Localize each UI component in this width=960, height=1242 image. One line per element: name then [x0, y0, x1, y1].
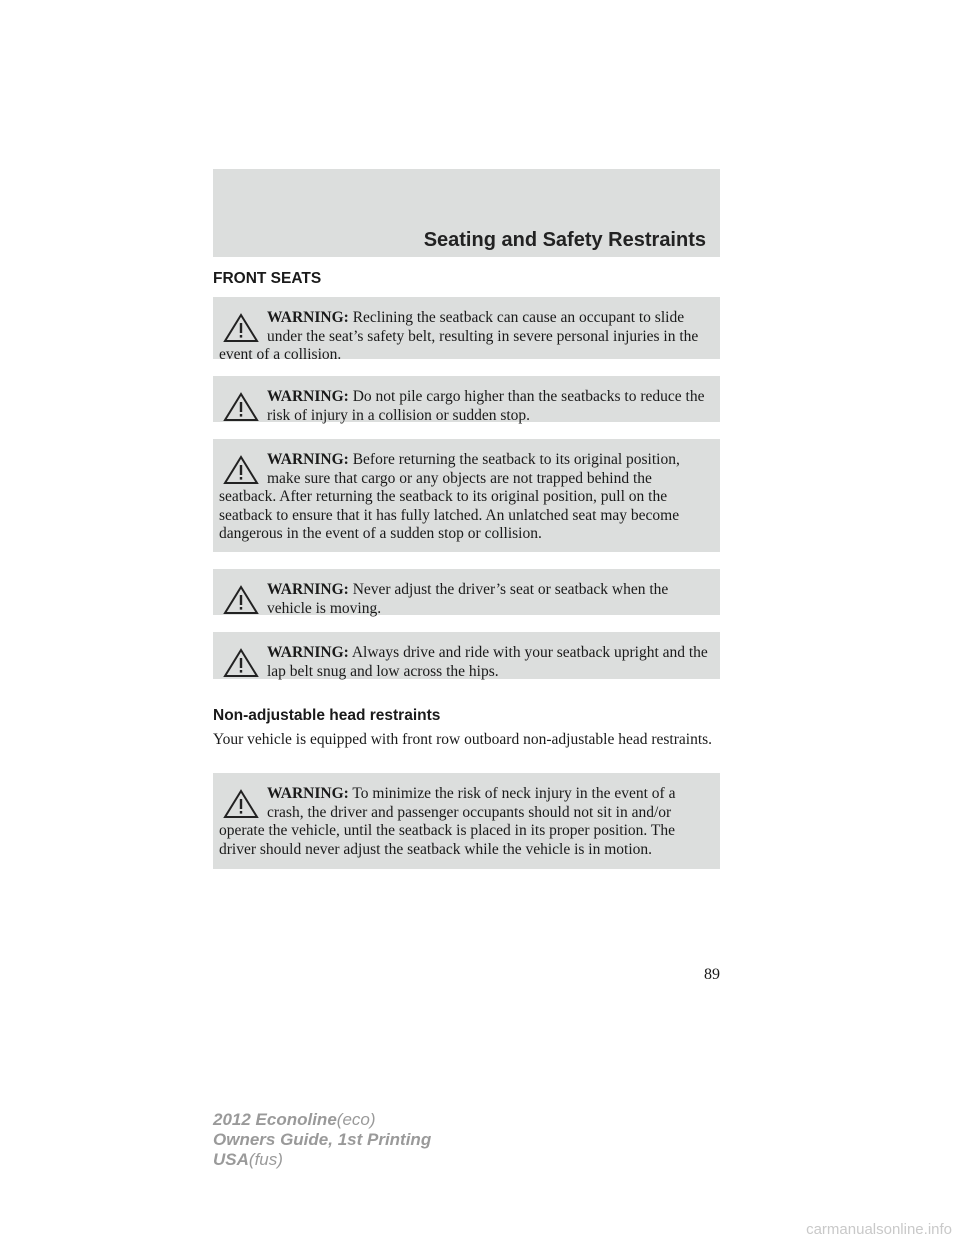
warning-triangle-icon: [223, 455, 259, 485]
warning-text: Always drive and ride with your seatback upright and the lap belt snug and low across the hips.: [267, 644, 708, 680]
footer-guide: Owners Guide, 1st Printing: [213, 1130, 432, 1149]
warning-label: WARNING:: [267, 785, 349, 802]
warning-label: WARNING:: [267, 451, 349, 468]
warning-triangle-icon: [223, 585, 259, 615]
warning-text: Never adjust the driver’s seat or seatback when the vehicle is moving.: [267, 581, 669, 617]
footer-market-code: (fus): [248, 1150, 283, 1169]
warning-text: Do not pile cargo higher than the seatbacks to reduce the risk of injury in a collision or sudden stop.: [267, 388, 705, 424]
warning-box: [213, 376, 720, 422]
warning-label: WARNING:: [267, 581, 349, 598]
document-footer: [213, 1110, 431, 1170]
warning-text: To minimize the risk of neck injury in the event of a crash, the driver and passenger occupants should not sit in and/or operate the vehicle, until the seatback is placed in its proper position. The driver should never adjust the seatback while the vehicle is in motion.: [219, 785, 676, 858]
footer-model-code: (eco): [336, 1110, 376, 1129]
warning-box: [213, 773, 720, 869]
warning-box: [213, 439, 720, 552]
heading-front-seats: FRONT SEATS: [213, 270, 322, 287]
warning-triangle-icon: [223, 392, 259, 422]
warning-box: [213, 297, 720, 364]
warning-label: WARNING:: [267, 309, 349, 326]
footer-market: USA: [213, 1150, 249, 1169]
warning-label: WARNING:: [267, 388, 349, 405]
warning-text: Before returning the seatback to its original position, make sure that cargo or any objects are not trapped behind the seatback. After returning the seatback to its original position, pull on the seatback to ensure that it has fully latched. An unlatched seat may become dangerous in the event of a sudden stop or collision.: [219, 451, 680, 543]
warning-triangle-icon: [223, 313, 259, 343]
head-restraints-paragraph: Your vehicle is equipped with front row outboard non-adjustable head restraints.: [213, 731, 713, 748]
warning-label: WARNING:: [267, 644, 349, 661]
page-number: 89: [704, 966, 720, 983]
warning-triangle-icon: [223, 789, 259, 819]
warning-triangle-icon: [223, 648, 259, 678]
warning-box: [213, 632, 720, 679]
footer-model: 2012 Econoline: [213, 1110, 337, 1129]
warning-box: [213, 569, 720, 615]
heading-head-restraints: Non-adjustable head restraints: [213, 707, 441, 724]
section-header-band: [213, 169, 720, 257]
page-section-title: Seating and Safety Restraints: [423, 229, 706, 251]
warning-text: Reclining the seatback can cause an occupant to slide under the seat’s safety belt, resulting in severe personal injuries in the event of a collision.: [219, 309, 699, 364]
watermark: carmanualsonline.info: [806, 1221, 952, 1238]
